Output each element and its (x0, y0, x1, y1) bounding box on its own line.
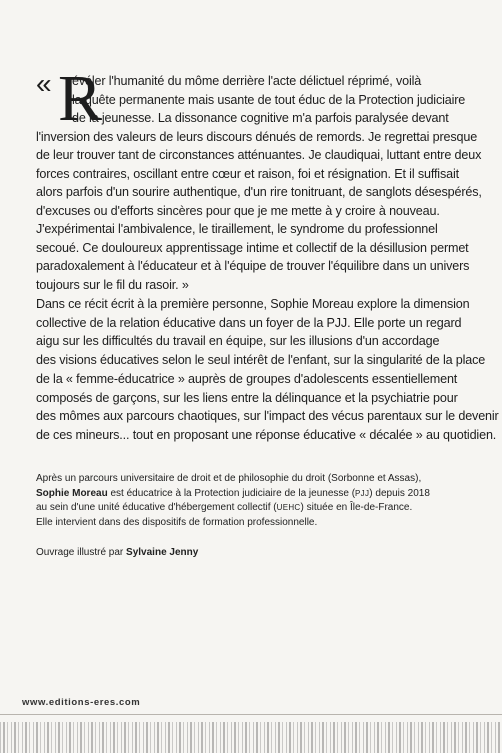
author-bio (36, 472, 476, 530)
summary-line: Dans ce récit écrit à la première personne, Sophie Moreau explore la dimension (36, 297, 470, 311)
back-cover-quote (36, 62, 482, 294)
divider (0, 714, 502, 715)
summary-line: collective de la relation éducative dans un foyer de la PJJ. Elle porte un regard (36, 315, 462, 330)
uehc-abbr: UEHC (276, 503, 301, 513)
publisher-website: www.editions-eres.com (22, 697, 141, 708)
bio-line (36, 487, 476, 502)
quote-line: secoué. Ce douloureux apprentissage intime et collectif de la désillusion permet (36, 240, 469, 255)
quote-line: forces contraires, oscillant entre cœur et raison, foi et résignation. Et il suffisait (36, 166, 459, 181)
opening-quote-mark: « (36, 68, 52, 99)
credit-prefix: Ouvrage illustré par (36, 547, 127, 558)
quote-line: de leur trouver tant de circonstances atténuantes. Je claudiquai, luttant entre deux (36, 148, 482, 162)
summary-line: des mômes aux parcours chaotiques, sur l'impact des vécus parentaux sur le devenir (36, 409, 499, 424)
bio-line (36, 501, 476, 516)
summary-line: composés de garçons, sur les liens entre la délinquance et la psychiatrie pour (36, 390, 458, 405)
quote-line: paradoxalement à l'éducateur et à l'équipe de trouver l'équilibre dans un univers (36, 259, 470, 273)
illustrator-name: Sylvaine Jenny (126, 547, 199, 558)
quote-line: toujours sur le fil du rasoir. » (36, 277, 189, 292)
summary-line: de ces mineurs... tout en proposant une réponse éducative « décalée » au quotidien. (36, 427, 497, 442)
author-name: Sophie Moreau (36, 487, 108, 499)
summary-line: de la « femme-éducatrice » auprès de groupes d'adolescents essentiellement (36, 371, 458, 386)
dropcap-letter: R (58, 62, 102, 135)
quote-line: la quête permanente mais usante de tout éduc de la Protection judiciaire (72, 92, 466, 107)
quote-line: de la jeunesse. La dissonance cognitive m'a parfois paralysée devant (72, 111, 449, 125)
quote-line: d'excuses ou d'efforts sincères pour que je me mette à y croire à nouveau. (36, 203, 440, 218)
quote-line: l'inversion des valeurs de leurs discours dénués de remords. Je regrettai presque (36, 129, 478, 144)
book-summary (36, 295, 499, 445)
quote-line: évéler l'humanité du môme derrière l'acte délictuel réprimé, voilà (72, 74, 422, 88)
bio-text: ) depuis 2018 (369, 487, 430, 499)
illustration-credit (36, 546, 198, 560)
bio-line: Après un parcours universitaire de droit et de philosophie du droit (Sorbonne et Assas), (36, 473, 422, 484)
summary-line: des visions éducatives selon le seul intérêt de l'enfant, sur la singularité de la place (36, 353, 486, 368)
pjj-abbr: PJJ (355, 488, 370, 498)
quote-line: J'expérimentai l'ambivalence, le tiraillement, le syndrome du professionnel (36, 222, 438, 236)
bio-line: Elle intervient dans des dispositifs de formation professionnelle. (36, 516, 318, 528)
bio-text: au sein d'une unité éducative d'hébergement collectif ( (36, 502, 277, 514)
summary-line: aigu sur les difficultés du travail en équipe, sur les illusions d'un accordage (36, 334, 440, 349)
barcode-strip (0, 722, 502, 753)
bio-text: ) située en Île-de-France. (300, 502, 413, 514)
bio-text: est éducatrice à la Protection judiciaire de la jeunesse ( (107, 487, 356, 499)
quote-line: alors parfois d'un sourire authentique, d'un rire tonitruant, de sanglots désespérés, (36, 185, 482, 199)
